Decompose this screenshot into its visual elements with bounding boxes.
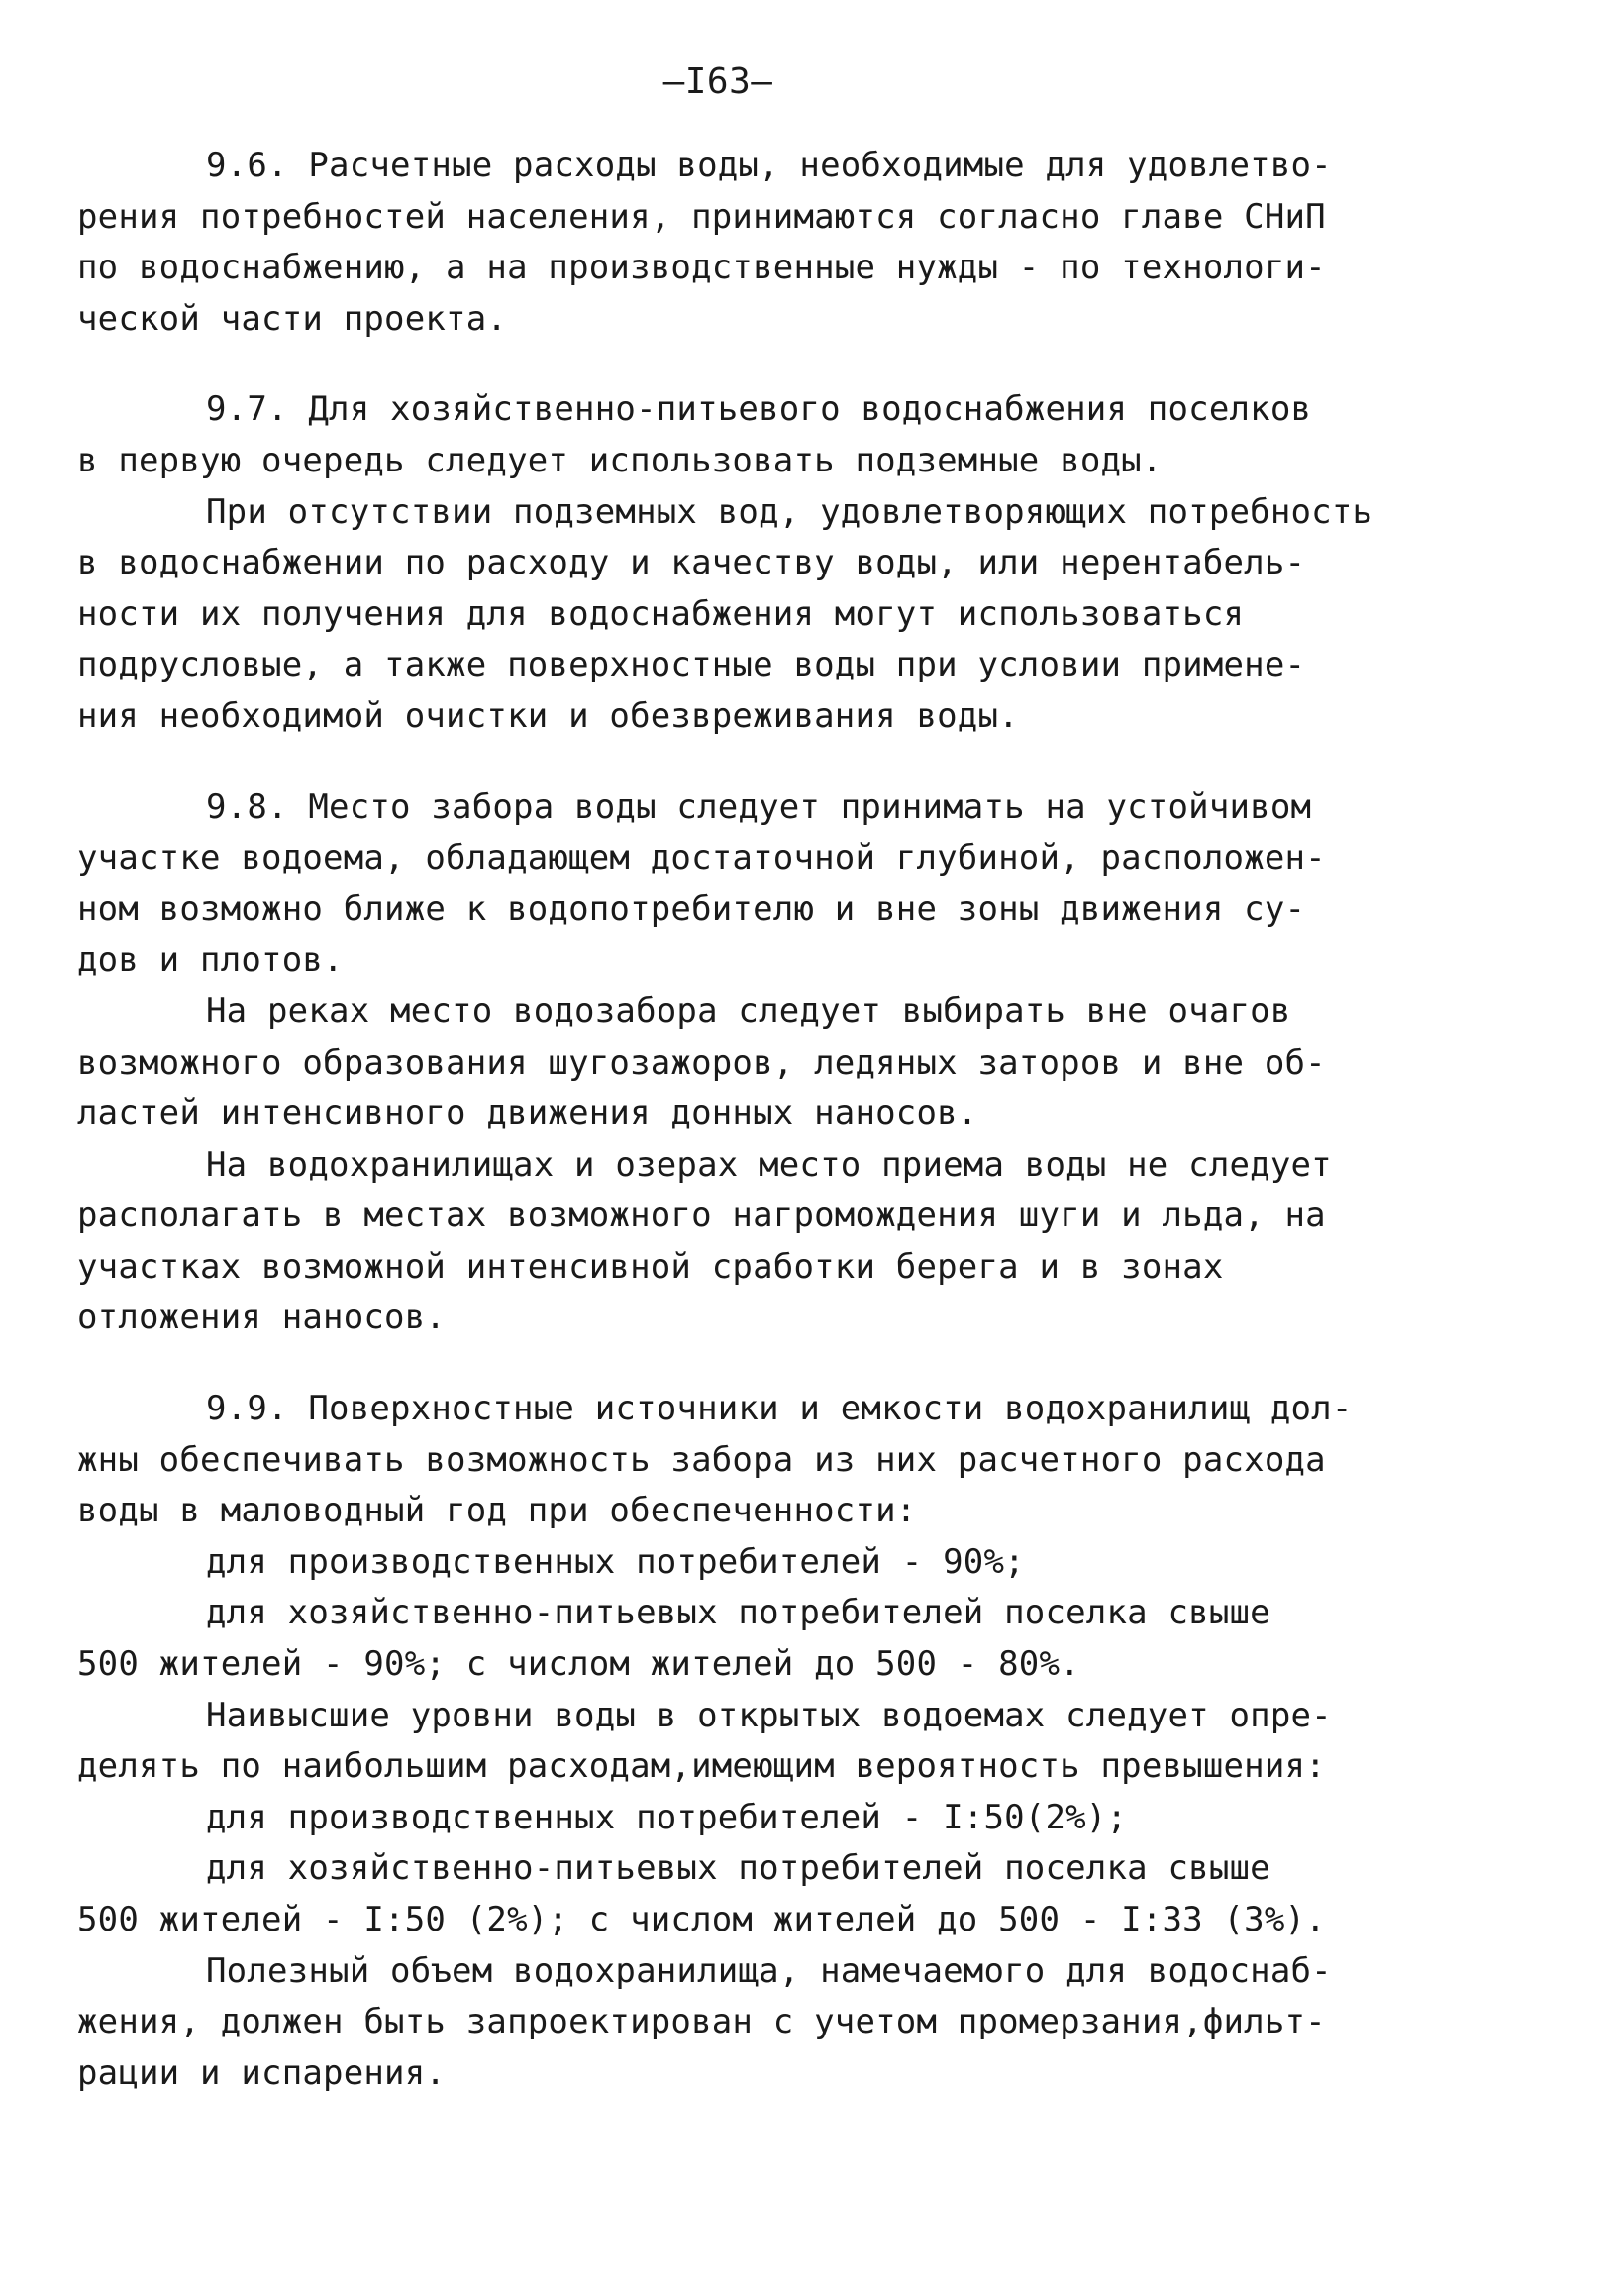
text-line: рения потребностей населения, принимаются согласно главе СНиП [77, 196, 1326, 237]
text-line: для хозяйственно-питьевых потребителей поселка свыше [206, 1848, 1270, 1889]
text-line: воды в маловодный год при обеспеченности: [77, 1491, 917, 1531]
text-line: 9.9. Поверхностные источники и емкости водохранилищ дол- [206, 1389, 1353, 1429]
text-line: делять по наибольшим расходам,имеющим вероятность превышения: [77, 1746, 1326, 1787]
text-line: рации и испарения. [77, 2052, 447, 2093]
text-line: Наивысшие уровни воды в открытых водоемах следует опре- [206, 1695, 1332, 1735]
text-line: 500 жителей - 90%; с числом жителей до 500 - 80%. [77, 1644, 1080, 1685]
section-9-7 [77, 384, 1394, 742]
text-line: подрусловые, а также поверхностные воды при условии примене- [77, 645, 1306, 685]
text-line: жения, должен быть запроектирован с учетом промерзания,фильт- [77, 2002, 1326, 2042]
text-line: ности их получения для водоснабжения могут использоваться [77, 593, 1245, 634]
text-line: При отсутствии подземных вод, удовлетворяющих потребность [206, 491, 1373, 532]
document-body [77, 141, 1394, 2099]
text-line: 9.6. Расчетные расходы воды, необходимые для удовлетво- [206, 146, 1332, 185]
text-line: располагать в местах возможного нагромождения шуги и льда, на [77, 1196, 1326, 1236]
text-line: дов и плотов. [77, 940, 344, 981]
text-line: На водохранилищах и озерах место приема воды не следует [206, 1144, 1332, 1185]
text-line: 9.7. Для хозяйственно-питьевого водоснабжения поселков [206, 389, 1312, 430]
text-line: ластей интенсивного движения донных наносов. [77, 1094, 978, 1134]
text-line: возможного образования шугозажоров, ледяных заторов и вне об- [77, 1042, 1326, 1083]
text-line: в водоснабжении по расходу и качеству воды, или нерентабель- [77, 543, 1306, 583]
text-line: ния необходимой очистки и обезвреживания воды. [77, 695, 1019, 736]
text-line: отложения наносов. [77, 1298, 447, 1338]
text-line: жны обеспечивать возможность забора из них расчетного расхода [77, 1439, 1326, 1480]
text-line: Полезный объем водохранилища, намечаемого для водоснаб- [206, 1950, 1332, 1991]
text-line: для хозяйственно-питьевых потребителей поселка свыше [206, 1593, 1270, 1633]
text-line: ном возможно ближе к водопотребителю и вне зоны движения су- [77, 888, 1306, 929]
text-line: для производственных потребителей - 90%; [206, 1541, 1025, 1582]
text-line: 500 жителей - I:50 (2%); с числом жителей до 500 - I:33 (3%). [77, 1900, 1326, 1939]
text-line: участке водоема, обладающем достаточной глубиной, расположен- [77, 838, 1326, 879]
text-line: по водоснабжению, а на производственные нужды - по технологи- [77, 248, 1326, 288]
page-number: —I63— [662, 61, 773, 102]
text-line: в первую очередь следует использовать подземные воды. [77, 440, 1163, 480]
text-line: На реках место водозабора следует выбирать вне очагов [206, 991, 1291, 1031]
text-line: ческой части проекта. [77, 298, 508, 339]
section-9-8 [77, 783, 1394, 1345]
text-line: участках возможной интенсивной сработки берега и в зонах [77, 1246, 1224, 1287]
text-line: для производственных потребителей - I:50(2%); [206, 1797, 1128, 1837]
text-line: 9.8. Место забора воды следует принимать на устойчивом [206, 786, 1312, 827]
section-9-9 [77, 1384, 1394, 2099]
section-9-6 [77, 141, 1394, 345]
